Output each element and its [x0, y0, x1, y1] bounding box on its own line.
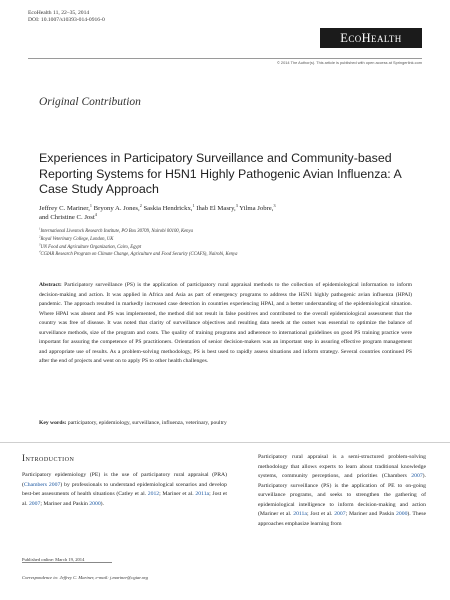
- license-note: © 2014 The Author(s). This article is published with open access at Springerlink.com: [276, 60, 422, 65]
- affiliation-sup: 4: [39, 249, 41, 254]
- intro-paragraph: [22, 471, 227, 509]
- section-divider: [0, 442, 450, 443]
- affiliations: [39, 228, 409, 259]
- article-type: Original Contribution: [39, 96, 141, 108]
- keywords: [39, 420, 412, 426]
- citation-link[interactable]: 2011a: [195, 491, 210, 498]
- citation-link[interactable]: 2012: [147, 491, 160, 498]
- body-text: ; Jost et al.: [22, 491, 227, 507]
- citation-link[interactable]: 2007: [28, 500, 41, 507]
- affiliation-item: [39, 251, 409, 259]
- author-name: Ihab El Masry,: [196, 205, 236, 212]
- intro-paragraph: [258, 453, 426, 529]
- journal-citation: EcoHealth 11, 22–35, 2014: [28, 10, 90, 16]
- abstract-text: Participatory surveillance (PS) is the application of participatory rural appraisal methods to the collection of epidemiological information to inform decision-making and action. It was applied in Africa and Asia as part of emergency programs to address the H5N1 highly pathogenic avian influenza (HPAI) pandemic. The approach resulted in markedly increased case detection in countries experiencing HPAI, and a better understanding of the epidemiological situation. Where HPAI was absent and PS was implemented, the method did not result in false positives and contributed to the overall epidemiological assessment that the country was free of disease. It was noted that clarity of surveillance objectives and resulting data needs at the outset was essential to optimize the balance of surveillance methods, size of the program and costs. The quality of training programs and adherence to international guidelines on good PS training practice were important for assuring the competence of PS practitioners. Orientation of senior decision-makers was an important step in assuring effective program management and appropriate use of results. As a problem-solving methodology, PS is best used to rapidly assess situations and inform strategy. Several countries continued PS after the end of projects and went on to apply PS to other health challenges.: [39, 282, 412, 365]
- author-affil-sup: 1: [192, 202, 195, 208]
- affiliation-text: UN Food and Agriculture Organization, Cairo, Egypt: [40, 244, 142, 250]
- author-affil-sup: 4: [94, 211, 97, 217]
- author-affil-sup: 2: [139, 202, 142, 208]
- body-text: ; Jost et al.: [306, 511, 335, 518]
- article-title: Experiences in Participatory Surveillance and Community-based Reporting Systems for H5N1 Highly Pathogenic Avian Influenza: A Case Study Approach: [39, 151, 402, 197]
- journal-logo-text: EcoHealth: [340, 31, 402, 45]
- citation-link[interactable]: 2011a: [293, 511, 307, 518]
- body-text: ; Mariner and Paskin: [40, 500, 90, 507]
- published-online: Published online: March 19, 2014: [22, 557, 85, 562]
- body-text: ) by professionals to understand epidemiological scenarios and develop best-bet assessments of health situations (Catley et al.: [22, 481, 227, 498]
- body-text: ).: [100, 500, 104, 507]
- affiliation-text: CGIAR Research Program on Climate Change, Agriculture and Food Security (CCAFS), Nairobi, Kenya: [40, 252, 238, 258]
- affiliation-text: International Livestock Research Institute, PO Box 30709, Nairobi 00100, Kenya: [40, 229, 193, 234]
- keywords-label: Key words:: [39, 420, 67, 426]
- journal-doi: DOI: 10.1007/s10393-014-0916-0: [28, 16, 105, 23]
- citation-link[interactable]: 2000: [89, 500, 101, 507]
- citation-link[interactable]: 2007: [411, 473, 423, 480]
- author-name: Bryony A. Jones,: [93, 205, 140, 212]
- journal-logo: [320, 28, 422, 48]
- header-rule: [28, 58, 422, 59]
- author-affil-sup: 1: [89, 202, 92, 208]
- author-affil-sup: 3: [235, 202, 238, 208]
- citation-link[interactable]: 2007: [334, 511, 346, 518]
- keywords-text: participatory, epidemiology, surveillance, influenza, veterinary, poultry: [67, 420, 227, 426]
- body-text: ; Mariner and Paskin: [345, 511, 397, 518]
- affiliation-text: Royal Veterinary College, London, UK: [40, 236, 114, 242]
- journal-info: [28, 10, 105, 24]
- author-name: Yilma Jobre,: [239, 205, 274, 212]
- abstract: [39, 281, 412, 367]
- section-heading-introduction: Introduction: [22, 453, 75, 463]
- correspondence: Correspondence to: Jeffrey C. Mariner, e-mail: j.mariner@cgiar.org: [22, 575, 148, 580]
- author-name: Saskia Hendrickx,: [143, 205, 193, 212]
- affiliation-sup: 1: [39, 226, 41, 231]
- author-list: [39, 204, 359, 222]
- author-name: Jeffrey C. Mariner,: [39, 205, 90, 212]
- citation-link[interactable]: 2000: [396, 511, 408, 518]
- author-affil-sup: 3: [273, 202, 276, 208]
- affiliation-sup: 3: [39, 242, 41, 247]
- body-text: ). Participatory surveillance (PS) is the application of PE to on-going surveillance programs, and seeks to strengthen the gathering of epidemiological intelligence to inform decision-making and action (Mariner et al.: [258, 473, 426, 518]
- author-name: and Christine C. Jost: [39, 214, 95, 221]
- body-text: ). These approaches emphasize learning from: [258, 511, 426, 527]
- body-text: Participatory rural appraisal is a semi-structured problem-solving methodology that allows experts to learn about traditional knowledge systems, community perceptions, and priorities (Chambers: [258, 454, 426, 480]
- footnote-rule: [22, 562, 112, 563]
- intro-left-column: [22, 471, 227, 509]
- affiliation-sup: 2: [39, 234, 41, 239]
- abstract-label: Abstract:: [39, 282, 62, 288]
- body-text: ; Mariner et al.: [159, 491, 196, 498]
- intro-right-column: [258, 453, 426, 529]
- citation-link[interactable]: Chambers 2007: [23, 481, 61, 488]
- affiliation-item: [39, 244, 409, 252]
- body-text: Participatory epidemiology (PE) is the use of participatory rural appraisal (PRA) (: [22, 472, 227, 488]
